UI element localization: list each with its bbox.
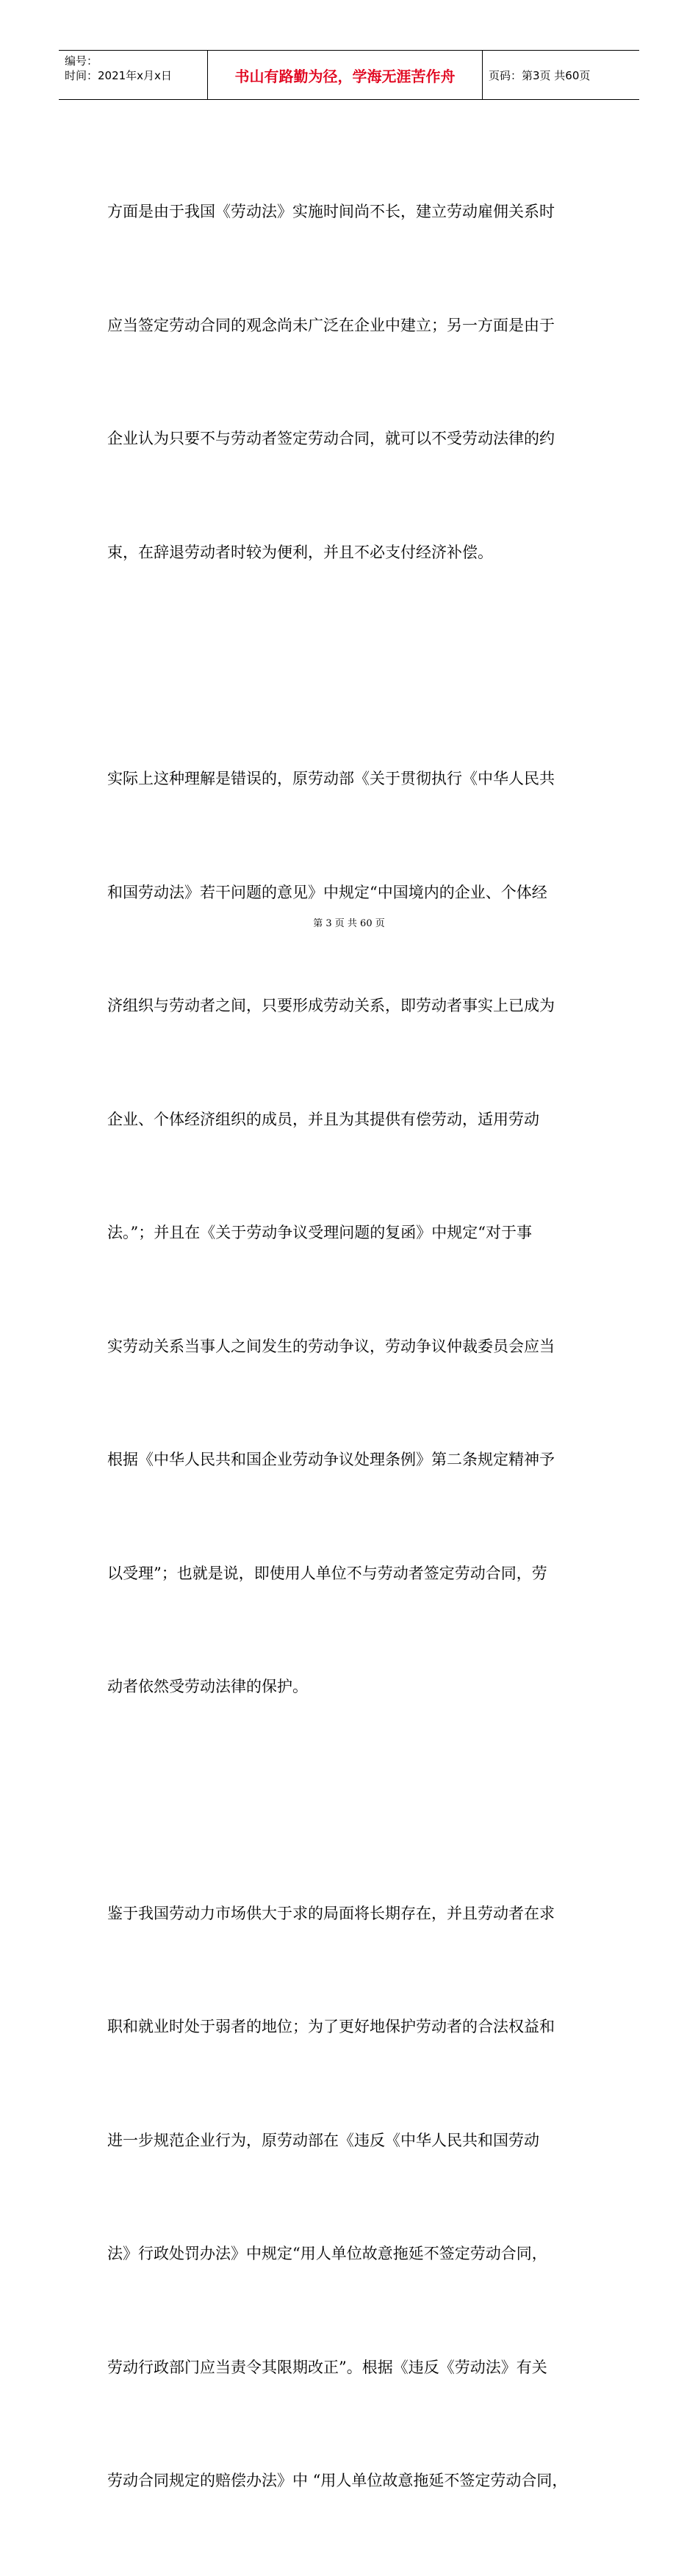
paragraph-line: 以受理”；也就是说，即使用人单位不与劳动者签定劳动合同，劳 [107,1564,547,1582]
paragraph-line: 和国劳动法》若干问题的意见》中规定“中国境内的企业、个体经 [107,883,547,901]
header-page-info-cell [483,51,639,99]
paragraph-line: 实际上这种理解是错误的，原劳动部《关于贯彻执行《中华人民共 [107,770,555,787]
paragraph-1 [107,118,600,647]
document-number-label: 编号： [65,54,98,68]
document-time-label: 时间：2021年x月x日 [65,69,172,82]
document-body [107,118,600,2576]
header-motto: 书山有路勤为径，学海无涯苦作舟 [234,67,456,85]
paragraph-2 [107,685,600,1782]
paragraph-line: 劳动合同规定的赔偿办法》中 “用人单位故意拖延不签定劳动合同， [107,2472,568,2489]
paragraph-line: 职和就业时处于弱者的地位；为了更好地保护劳动者的合法权益和 [107,2018,555,2035]
paragraph-line: 企业、个体经济组织的成员，并且为其提供有偿劳动，适用劳动 [107,1110,539,1128]
paragraph-line: 企业认为只要不与劳动者签定劳动合同，就可以不受劳动法律的约 [107,430,555,447]
paragraph-3 [107,1819,600,2576]
paragraph-line: 应当签定劳动合同的观念尚未广泛在企业中建立；另一方面是由于 [107,316,555,334]
header-motto-cell [207,51,483,99]
paragraph-line: 实劳动关系当事人之间发生的劳动争议，劳动争议仲裁委员会应当 [107,1337,555,1355]
paragraph-line: 法。”；并且在《关于劳动争议受理问题的复函》中规定“对于事 [107,1224,532,1241]
paragraph-line: 法》行政处罚办法》中规定“用人单位故意拖延不签定劳动合同， [107,2245,547,2262]
footer-page-number: 第 3 页 共 60 页 [313,918,385,929]
paragraph-line: 根据《中华人民共和国企业劳动争议处理条例》第二条规定精神予 [107,1451,555,1468]
paragraph-line: 动者依然受劳动法律的保护。 [107,1678,308,1695]
paragraph-line: 进一步规范企业行为，原劳动部在《违反《中华人民共和国劳动 [107,2131,539,2149]
paragraph-line: 束，在辞退劳动者时较为便利，并且不必支付经济补偿。 [107,543,493,561]
paragraph-line: 济组织与劳动者之间，只要形成劳动关系，即劳动者事实上已成为 [107,997,555,1014]
header-meta [59,51,207,99]
paragraph-line: 方面是由于我国《劳动法》实施时间尚不长，建立劳动雇佣关系时 [107,203,555,220]
page-footer [0,915,698,929]
header-page-info: 页码：第3页 共60页 [489,68,591,82]
paragraph-line: 鉴于我国劳动力市场供大于求的局面将长期存在，并且劳动者在求 [107,1904,555,1922]
page-header [59,50,639,100]
paragraph-line: 劳动行政部门应当责令其限期改正”。根据《违反《劳动法》有关 [107,2358,547,2376]
